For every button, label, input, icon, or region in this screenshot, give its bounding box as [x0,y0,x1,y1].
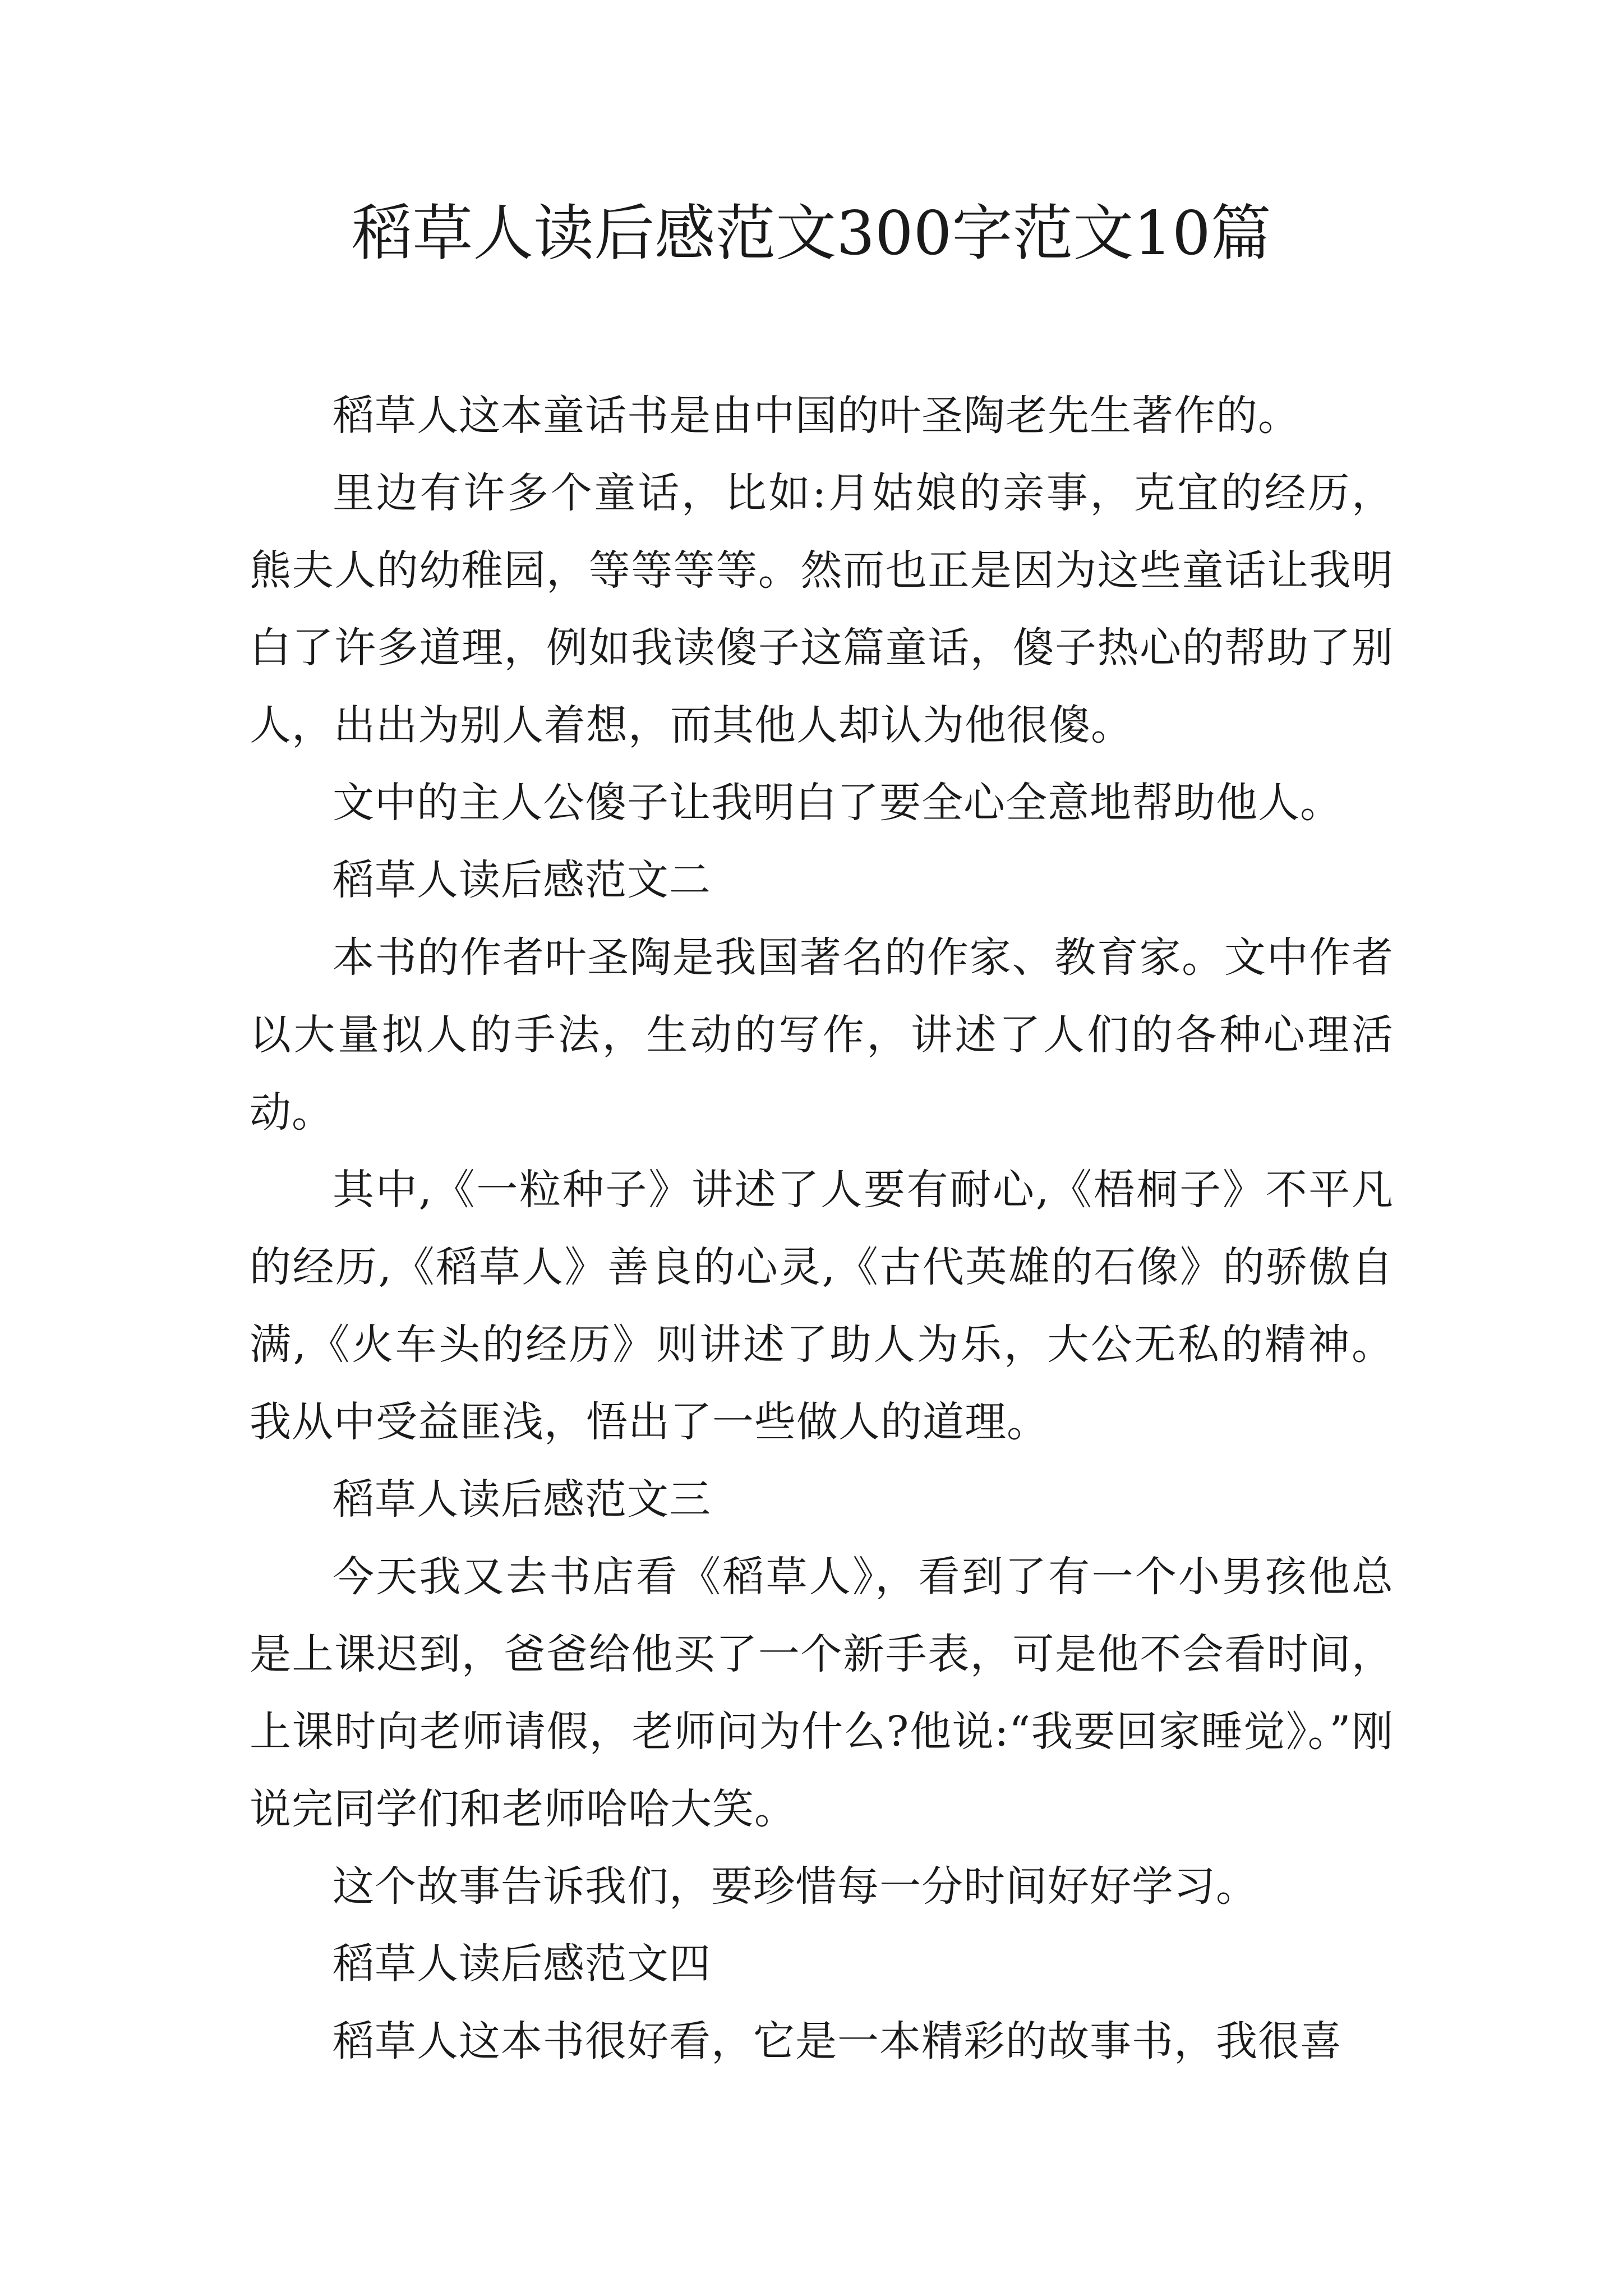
paragraph: 这个故事告诉我们，要珍惜每一分时间好好学习。 [333,1862,1258,1911]
paragraph: 其中,《一粒种子》讲述了人要有耐心,《梧桐子》不平凡的经历,《稻草人》善良的心灵,《古代英雄的石像》的骄傲自满,《火车头的经历》则讲述了助人为乐，大公无私的精神。我从中受益匪浅，悟出了一些做人的道理。 [250,1166,1394,1446]
paragraph: 里边有许多个童话，比如:月姑娘的亲事，克宜的经历，熊夫人的幼稚园，等等等等。然而也正是因为这些童话让我明白了许多道理，例如我读傻子这篇童话，傻子热心的帮助了别人，出出为别人着想，而其他人却认为他很傻。 [250,469,1394,749]
paragraph: 今天我又去书店看《稻草人》，看到了有一个小男孩他总是上课迟到，爸爸给他买了一个新手表，可是他不会看时间，上课时向老师请假，老师问为什么?他说:“我要回家睡觉》。”刚说完同学们和老师哈哈大笑。 [250,1553,1394,1833]
section-heading-3: 稻草人读后感范文三 [333,1475,711,1524]
paragraph: 文中的主人公傻子让我明白了要全心全意地帮助他人。 [333,779,1342,827]
document-body [250,377,1394,2080]
document-title: 稻草人读后感范文300字范文10篇 [352,199,1271,269]
paragraph: 本书的作者叶圣陶是我国著名的作家、教育家。文中作者以大量拟人的手法，生动的写作，讲述了人们的各种心理活动。 [250,933,1394,1137]
paragraph: 稻草人这本书很好看，它是一本精彩的故事书，我很喜 [333,2017,1342,2065]
section-heading-4: 稻草人读后感范文四 [333,1940,711,1988]
section-heading-2: 稻草人读后感范文二 [333,856,711,904]
paragraph-intro: 稻草人这本童话书是由中国的叶圣陶老先生著作的。 [333,392,1300,440]
